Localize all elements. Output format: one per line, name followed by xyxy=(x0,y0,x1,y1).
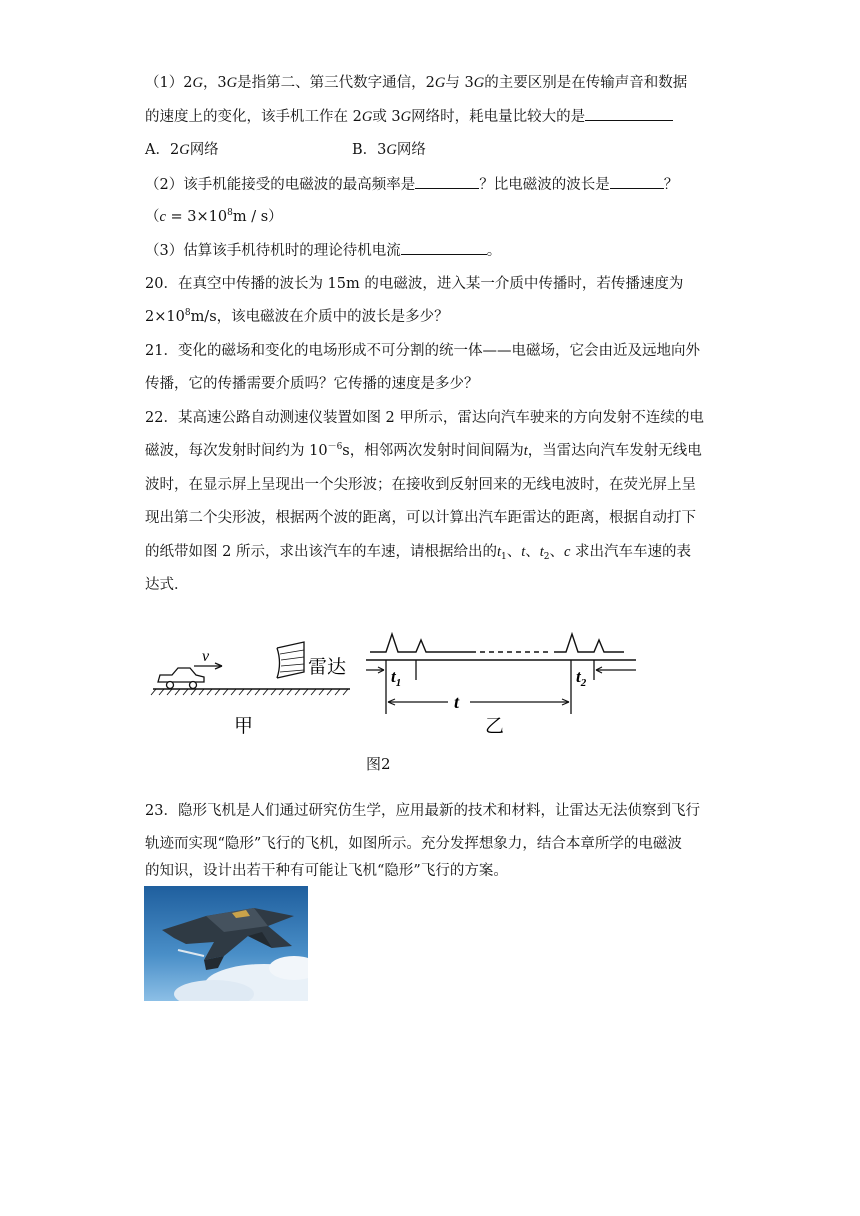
answer-blank xyxy=(610,174,664,189)
g-symbol: G xyxy=(473,75,485,91)
text: 。 xyxy=(486,243,502,259)
g-symbol: G xyxy=(226,75,238,91)
text: s，相邻两次发射时间间隔为 xyxy=(342,443,524,459)
text: （ xyxy=(145,209,160,225)
q20-line1: 20．在真空中传播的波长为 15m 的电磁波，进入某一介质中传播时，若传播速度为 xyxy=(145,276,684,292)
text: = 3×10 xyxy=(165,209,228,225)
q19-part1-line2 xyxy=(145,106,673,127)
text: 、 xyxy=(506,544,522,560)
t1-label: $t_1$ xyxy=(391,667,402,689)
part-jia-label: 甲 xyxy=(234,715,254,737)
t2-arrow-icon xyxy=(596,667,636,673)
text: A．2 xyxy=(145,142,180,158)
q19-part1-line1 xyxy=(145,73,687,93)
q19-part3 xyxy=(145,240,501,261)
t-label: t xyxy=(454,692,460,712)
text: 或 3 xyxy=(372,109,401,125)
pulse-trace xyxy=(370,634,624,652)
text: （2）该手机能接受的电磁波的最高频率是 xyxy=(145,177,416,193)
text: 磁波，每次发射时间约为 10 xyxy=(145,443,328,459)
exponent: 8 xyxy=(184,308,191,318)
car-icon xyxy=(158,668,204,689)
text: m / s） xyxy=(232,209,283,225)
text: ？ xyxy=(663,177,679,193)
figure-2-radar-diagram xyxy=(150,632,650,744)
t1-arrow-icon xyxy=(366,667,384,673)
q22-line2 xyxy=(145,441,702,461)
figure-caption: 图2 xyxy=(366,755,391,773)
text: 、 xyxy=(549,544,565,560)
road-line xyxy=(151,689,350,695)
text: 与 3 xyxy=(445,75,474,91)
text: 的纸带如图 2 所示，求出该汽车的车速，请根据给出的 xyxy=(145,544,497,560)
text: 2×10 xyxy=(145,309,185,325)
q23-line1: 23．隐形飞机是人们通过研究仿生学，应用最新的技术和材料，让雷达无法侦察到飞行 xyxy=(145,803,700,819)
part-yi-label: 乙 xyxy=(485,715,505,737)
g-symbol: G xyxy=(400,109,412,125)
symbol-c: c xyxy=(159,209,166,225)
q19-part2 xyxy=(145,174,678,195)
text: ，3 xyxy=(202,75,227,91)
q19-option-b xyxy=(352,140,426,160)
g-symbol: G xyxy=(179,142,190,158)
text: 是指第二、第三代数字通信，2 xyxy=(237,75,435,91)
text: 网络时，耗电量比较大的是 xyxy=(411,109,586,125)
q23-line3: 的知识，设计出若干种有可能让飞机“隐形”飞行的方案。 xyxy=(145,863,508,879)
q20-line2 xyxy=(145,307,449,327)
symbol-t1: t xyxy=(496,544,501,560)
q21-line1: 21．变化的磁场和变化的电场形成不可分割的统一体——电磁场，它会由近及远地向外 xyxy=(145,343,700,359)
q22-line6: 达式． xyxy=(145,577,189,593)
velocity-label: v xyxy=(202,648,210,665)
q23-line2: 轨迹而实现“隐形”飞行的飞机，如图所示。充分发挥想象力，结合本章所学的电磁波 xyxy=(145,836,682,852)
text: 求出汽车车速的表 xyxy=(570,544,692,560)
q22-line3: 波时，在显示屏上呈现出一个尖形波；在接收到反射回来的无线电波时，在荧光屏上呈 xyxy=(145,477,696,493)
text: 网络 xyxy=(396,142,426,158)
text: 网络 xyxy=(189,142,219,158)
g-symbol: G xyxy=(386,142,397,158)
q22-line5 xyxy=(145,542,691,562)
text: 、 xyxy=(525,544,540,560)
answer-blank xyxy=(585,106,673,121)
text: m/s，该电磁波在介质中的波长是多少？ xyxy=(190,309,449,325)
exponent: 8 xyxy=(227,208,233,218)
text: 的速度上的变化，该手机工作在 2 xyxy=(145,109,362,125)
radar-dish-icon xyxy=(277,642,304,678)
text: （3）估算该手机待机时的理论待机电流 xyxy=(145,243,401,259)
text: 的主要区别是在传输声音和数据 xyxy=(484,75,688,91)
t2-label: $t_2$ xyxy=(576,667,587,689)
q19-option-a xyxy=(145,140,219,160)
exponent: －6 xyxy=(327,442,343,452)
q19-part2-note xyxy=(145,207,283,227)
text: B．3 xyxy=(352,142,387,158)
q22-line1: 22．某高速公路自动测速仪装置如图 2 甲所示，雷达向汽车驶来的方向发射不连续的电 xyxy=(145,410,704,426)
g-symbol: G xyxy=(192,75,203,91)
symbol-t: t xyxy=(523,443,528,459)
stealth-jet-photo xyxy=(144,886,308,1001)
symbol-t2: t xyxy=(539,544,544,560)
subscript: 1 xyxy=(500,552,507,562)
g-symbol: G xyxy=(361,109,373,125)
answer-blank xyxy=(415,174,479,189)
text: ，当雷达向汽车发射无线电 xyxy=(527,443,702,459)
subscript: 2 xyxy=(543,552,550,562)
symbol-t: t xyxy=(521,544,526,560)
g-symbol: G xyxy=(434,75,446,91)
t-dimension-arrow-icon xyxy=(388,699,569,705)
text: （1）2 xyxy=(145,75,193,91)
radar-label: 雷达 xyxy=(308,656,347,678)
text: ？比电磁波的波长是 xyxy=(479,177,610,193)
q21-line2: 传播，它的传播需要介质吗？它传播的速度是多少？ xyxy=(145,376,479,392)
q22-line4: 现出第二个尖形波，根据两个波的距离，可以计算出汽车距雷达的距离，根据自动打下 xyxy=(145,510,696,526)
answer-blank xyxy=(401,240,487,255)
symbol-c: c xyxy=(564,544,571,560)
